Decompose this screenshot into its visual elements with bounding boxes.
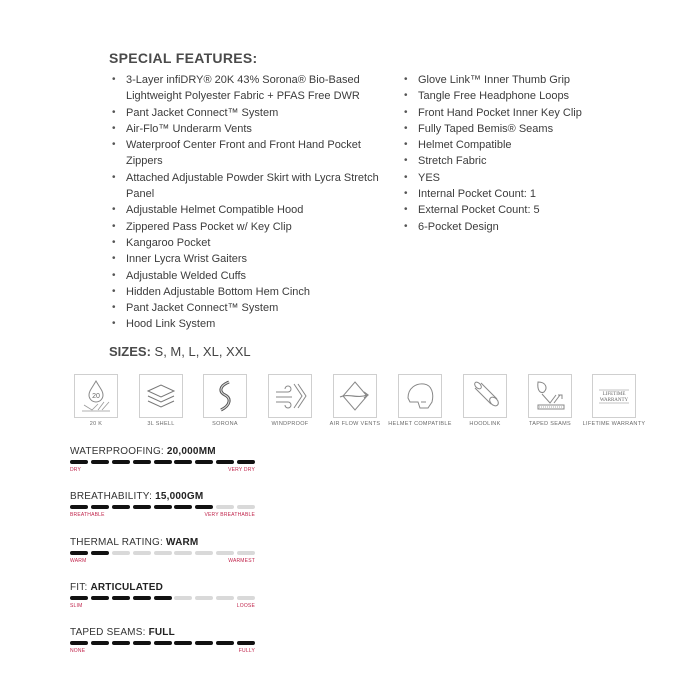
bar-segment-filled bbox=[70, 460, 88, 464]
rating-max-label: VERY BREATHABLE bbox=[204, 512, 255, 518]
icon-label: AIR FLOW VENTS bbox=[329, 421, 381, 427]
bar-segment-filled bbox=[112, 596, 130, 600]
feature-icons-row bbox=[70, 374, 670, 444]
feature-item: • Glove Link™ Inner Thumb Grip bbox=[402, 72, 632, 88]
rating-min-label: SLIM bbox=[70, 603, 83, 609]
rating-value: 15,000GM bbox=[155, 491, 204, 502]
rating-value: 20,000MM bbox=[166, 446, 216, 457]
bar-segment-empty bbox=[174, 596, 192, 600]
feature-item: • Attached Adjustable Powder Skirt with Lycra Stretch Panel bbox=[110, 170, 390, 203]
feature-item: • Kangaroo Pocket bbox=[110, 235, 390, 251]
rating-bar bbox=[70, 596, 255, 600]
bar-segment-filled bbox=[195, 641, 213, 645]
feature-item: • Front Hand Pocket Inner Key Clip bbox=[402, 105, 632, 121]
icon-label: WINDPROOF bbox=[271, 421, 309, 427]
sizes-line bbox=[109, 344, 251, 359]
bar-segment-filled bbox=[154, 641, 172, 645]
features-list-right bbox=[402, 72, 632, 235]
bar-segment-empty bbox=[237, 596, 255, 600]
rating-title bbox=[70, 537, 255, 548]
windproof-icon bbox=[268, 374, 312, 418]
bar-segment-filled bbox=[91, 505, 109, 509]
bar-segment-empty bbox=[195, 596, 213, 600]
rating-min-label: DRY bbox=[70, 467, 82, 473]
rating-4 bbox=[70, 627, 255, 654]
feature-item: • Internal Pocket Count: 1 bbox=[402, 186, 632, 202]
waterproof-20k-icon bbox=[74, 374, 118, 418]
rating-bar bbox=[70, 641, 255, 645]
feature-item: • External Pocket Count: 5 bbox=[402, 202, 632, 218]
sorona-icon bbox=[203, 374, 247, 418]
rating-bar bbox=[70, 505, 255, 509]
bar-segment-filled bbox=[237, 641, 255, 645]
bar-segment-filled bbox=[112, 505, 130, 509]
icon-label: TAPED SEAMS bbox=[528, 421, 571, 427]
bar-segment-empty bbox=[112, 551, 130, 555]
rating-label: WATERPROOFING: bbox=[70, 446, 164, 457]
icon-label: HELMET COMPATIBLE bbox=[388, 421, 452, 427]
rating-title bbox=[70, 582, 255, 593]
icon-cell-helmet bbox=[387, 374, 453, 428]
rating-3 bbox=[70, 582, 255, 609]
bar-segment-filled bbox=[174, 460, 192, 464]
rating-value: FULL bbox=[148, 627, 175, 638]
rating-0 bbox=[70, 446, 255, 473]
icon-cell-20k bbox=[63, 374, 129, 428]
bar-segment-filled bbox=[91, 551, 109, 555]
rating-2 bbox=[70, 537, 255, 564]
rating-title bbox=[70, 446, 255, 457]
feature-item: • Zippered Pass Pocket w/ Key Clip bbox=[110, 219, 390, 235]
bar-segment-filled bbox=[91, 641, 109, 645]
bar-segment-filled bbox=[133, 505, 151, 509]
rating-label: TAPED SEAMS: bbox=[70, 627, 146, 638]
bar-segment-filled bbox=[216, 641, 234, 645]
icon-cell-air-flow-vents bbox=[322, 374, 388, 428]
icon-label: LIFETIME WARRANTY bbox=[582, 421, 646, 427]
rating-title bbox=[70, 491, 255, 502]
rating-min-label: BREATHABLE bbox=[70, 512, 105, 518]
feature-item: • Fully Taped Bemis® Seams bbox=[402, 121, 632, 137]
rating-max-label: WARMEST bbox=[228, 558, 255, 564]
bar-segment-filled bbox=[70, 505, 88, 509]
bar-segment-filled bbox=[216, 460, 234, 464]
feature-item: • Adjustable Welded Cuffs bbox=[110, 268, 390, 284]
feature-item: • 6-Pocket Design bbox=[402, 219, 632, 235]
3l-shell-icon bbox=[139, 374, 183, 418]
bar-segment-filled bbox=[70, 641, 88, 645]
hoodlink-icon bbox=[463, 374, 507, 418]
feature-item: • Waterproof Center Front and Front Hand Pocket Zippers bbox=[110, 137, 390, 170]
icon-cell-hoodlink bbox=[452, 374, 518, 428]
helmet-compatible-icon bbox=[398, 374, 442, 418]
bar-segment-filled bbox=[70, 596, 88, 600]
bar-segment-empty bbox=[216, 551, 234, 555]
feature-item: • Air-Flo™ Underarm Vents bbox=[110, 121, 390, 137]
icon-20-text: 20 bbox=[92, 393, 100, 400]
icon-label: SORONA bbox=[212, 421, 238, 427]
rating-title bbox=[70, 627, 255, 638]
bar-segment-filled bbox=[154, 505, 172, 509]
bar-segment-filled bbox=[112, 460, 130, 464]
icon-cell-taped-seams bbox=[517, 374, 583, 428]
feature-item: • Adjustable Helmet Compatible Hood bbox=[110, 202, 390, 218]
feature-item: • Hidden Adjustable Bottom Hem Cinch bbox=[110, 284, 390, 300]
bar-segment-filled bbox=[70, 551, 88, 555]
icon-cell-sorona bbox=[192, 374, 258, 428]
feature-item: • YES bbox=[402, 170, 632, 186]
bar-segment-filled bbox=[174, 641, 192, 645]
rating-min-label: NONE bbox=[70, 648, 86, 654]
rating-value: ARTICULATED bbox=[90, 582, 164, 593]
icon-cell-lifetime-warranty bbox=[581, 374, 647, 428]
bar-segment-filled bbox=[91, 460, 109, 464]
feature-item: • Pant Jacket Connect™ System bbox=[110, 105, 390, 121]
bar-segment-empty bbox=[237, 551, 255, 555]
bar-segment-filled bbox=[154, 596, 172, 600]
features-list-left bbox=[110, 72, 390, 333]
rating-bar bbox=[70, 460, 255, 464]
sizes-value: S, M, L, XL, XXL bbox=[154, 344, 251, 359]
bar-segment-filled bbox=[237, 460, 255, 464]
rating-min-label: WARM bbox=[70, 558, 87, 564]
rating-max-label: FULLY bbox=[238, 648, 255, 654]
bar-segment-filled bbox=[91, 596, 109, 600]
bar-segment-filled bbox=[174, 505, 192, 509]
bar-segment-filled bbox=[154, 460, 172, 464]
feature-item: • Hood Link System bbox=[110, 316, 390, 332]
icon-label: 3L SHELL bbox=[147, 421, 175, 427]
bar-segment-empty bbox=[216, 596, 234, 600]
bar-segment-empty bbox=[174, 551, 192, 555]
icon-label: HOODLINK bbox=[469, 421, 501, 427]
bar-segment-filled bbox=[133, 641, 151, 645]
taped-seams-icon bbox=[528, 374, 572, 418]
rating-value: WARM bbox=[166, 537, 199, 548]
bar-segment-empty bbox=[154, 551, 172, 555]
bar-segment-filled bbox=[195, 505, 213, 509]
feature-item: • Helmet Compatible bbox=[402, 137, 632, 153]
special-features-heading: SPECIAL FEATURES: bbox=[109, 50, 258, 66]
bar-segment-filled bbox=[112, 641, 130, 645]
rating-max-label: LOOSE bbox=[236, 603, 255, 609]
bar-segment-empty bbox=[133, 551, 151, 555]
air-flow-vents-icon bbox=[333, 374, 377, 418]
icon-cell-3l-shell bbox=[128, 374, 194, 428]
feature-item: • Pant Jacket Connect™ System bbox=[110, 300, 390, 316]
rating-bar bbox=[70, 551, 255, 555]
rating-label: FIT: bbox=[70, 582, 88, 593]
feature-item: • Stretch Fabric bbox=[402, 153, 632, 169]
bar-segment-empty bbox=[237, 505, 255, 509]
warranty-glyph-line1: LIFETIME bbox=[602, 392, 626, 397]
icon-label: 20 K bbox=[89, 421, 103, 427]
warranty-glyph-line2: WARRANTY bbox=[599, 398, 629, 403]
feature-item: • Inner Lycra Wrist Gaiters bbox=[110, 251, 390, 267]
rating-label: BREATHABILITY: bbox=[70, 491, 153, 502]
bar-segment-empty bbox=[195, 551, 213, 555]
rating-label: THERMAL RATING: bbox=[70, 537, 164, 548]
sizes-label: SIZES: bbox=[109, 344, 151, 359]
feature-item: • Tangle Free Headphone Loops bbox=[402, 88, 632, 104]
bar-segment-empty bbox=[216, 505, 234, 509]
rating-1 bbox=[70, 491, 255, 518]
bar-segment-filled bbox=[133, 460, 151, 464]
bar-segment-filled bbox=[195, 460, 213, 464]
icon-cell-windproof bbox=[257, 374, 323, 428]
lifetime-warranty-icon bbox=[592, 374, 636, 418]
bar-segment-filled bbox=[133, 596, 151, 600]
feature-item: • 3-Layer infiDRY® 20K 43% Sorona® Bio-Based Lightweight Polyester Fabric + PFAS Free DWR bbox=[110, 72, 390, 105]
rating-max-label: VERY DRY bbox=[228, 467, 255, 473]
